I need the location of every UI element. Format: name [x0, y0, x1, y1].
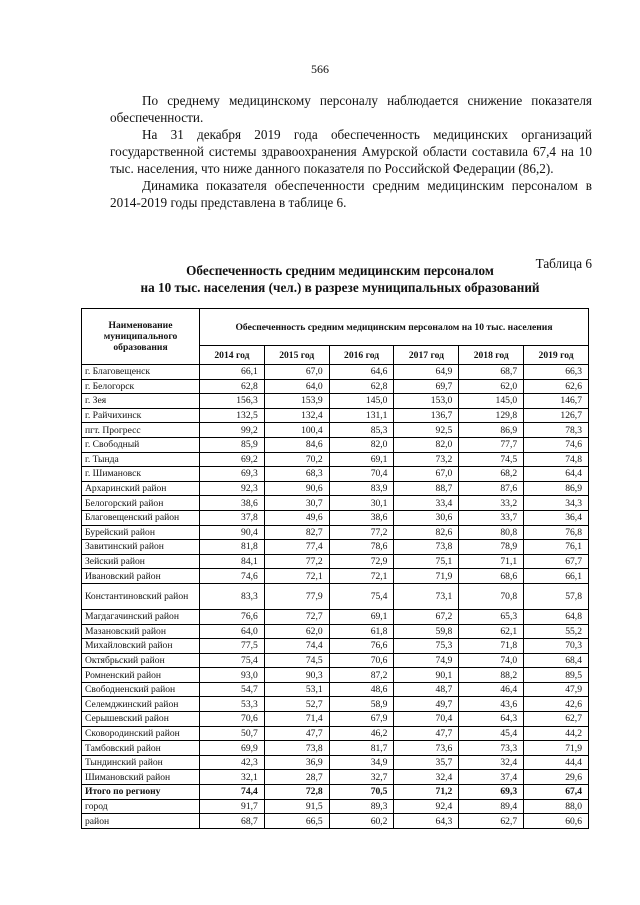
provision-value: 136,7	[394, 408, 459, 423]
provision-value: 76,1	[524, 540, 589, 555]
provision-value: 90,6	[264, 481, 329, 496]
provision-value: 49,6	[264, 510, 329, 525]
year-header: 2018 год	[459, 346, 524, 365]
provision-value: 81,8	[200, 540, 265, 555]
year-header: 2016 год	[329, 346, 394, 365]
provision-value: 69,1	[329, 452, 394, 467]
provision-value: 145,0	[329, 394, 394, 409]
provision-value: 75,1	[394, 554, 459, 569]
provision-value: 82,7	[264, 525, 329, 540]
provision-value: 71,1	[459, 554, 524, 569]
provision-value: 47,7	[394, 726, 459, 741]
provision-value: 67,9	[329, 712, 394, 727]
provision-value: 62,6	[524, 379, 589, 394]
provision-value: 83,9	[329, 481, 394, 496]
provision-value: 67,0	[264, 365, 329, 380]
provision-value: 77,7	[459, 437, 524, 452]
provision-value: 62,8	[200, 379, 265, 394]
municipality-name: Ивановский район	[82, 569, 200, 584]
provision-group-header: Обеспеченность средним медицинским персоналом на 10 тыс. населения	[200, 309, 589, 346]
page-number: 566	[311, 62, 329, 76]
provision-value: 145,0	[459, 394, 524, 409]
provision-value: 132,5	[200, 408, 265, 423]
municipality-name: г. Белогорск	[82, 379, 200, 394]
provision-value: 86,9	[459, 423, 524, 438]
municipality-name: Серышевский район	[82, 712, 200, 727]
provision-value: 50,7	[200, 726, 265, 741]
table-title	[90, 262, 590, 296]
table-row	[82, 653, 589, 668]
provision-value: 32,7	[329, 770, 394, 785]
provision-value: 68,7	[200, 814, 265, 829]
provision-value: 44,2	[524, 726, 589, 741]
table-row	[82, 394, 589, 409]
table-row	[82, 496, 589, 511]
provision-value: 93,0	[200, 668, 265, 683]
provision-value: 64,0	[264, 379, 329, 394]
provision-value: 71,9	[394, 569, 459, 584]
provision-value: 68,7	[459, 365, 524, 380]
paragraph: Динамика показателя обеспеченности средним медицинским персоналом в 2014-2019 годы представлена в таблице 6.	[110, 178, 592, 210]
municipality-name: Ромненский район	[82, 668, 200, 683]
provision-value: 32,1	[200, 770, 265, 785]
provision-value: 153,0	[394, 394, 459, 409]
municipality-name: Архаринский район	[82, 481, 200, 496]
provision-value: 29,6	[524, 770, 589, 785]
provision-value: 67,4	[524, 785, 589, 800]
provision-value: 30,6	[394, 510, 459, 525]
table-row	[82, 452, 589, 467]
provision-value: 32,4	[459, 755, 524, 770]
provision-value: 89,3	[329, 799, 394, 814]
provision-value: 70,6	[329, 653, 394, 668]
table-row	[82, 510, 589, 525]
provision-value: 69,3	[459, 785, 524, 800]
municipality-header: Наименование муниципального образования	[82, 309, 200, 365]
provision-value: 92,4	[394, 799, 459, 814]
provision-value: 90,1	[394, 668, 459, 683]
provision-value: 66,3	[524, 365, 589, 380]
provision-value: 71,8	[459, 639, 524, 654]
provision-value: 92,3	[200, 481, 265, 496]
municipality-name: Зейский район	[82, 554, 200, 569]
provision-value: 87,2	[329, 668, 394, 683]
provision-value: 34,3	[524, 496, 589, 511]
provision-value: 68,2	[459, 467, 524, 482]
provision-value: 87,6	[459, 481, 524, 496]
table-row	[82, 639, 589, 654]
table-row	[82, 814, 589, 829]
provision-value: 69,1	[329, 609, 394, 624]
provision-value: 66,1	[524, 569, 589, 584]
provision-value: 132,4	[264, 408, 329, 423]
provision-value: 129,8	[459, 408, 524, 423]
provision-value: 90,4	[200, 525, 265, 540]
provision-value: 32,4	[394, 770, 459, 785]
provision-value: 28,7	[264, 770, 329, 785]
provision-value: 70,4	[394, 712, 459, 727]
paragraph: На 31 декабря 2019 года обеспеченность медицинских организаций государственной системы здравоохранения Амурской области составила 67,4 на 10 тыс. населения, что ниже данного показателя по Российской Федерации (86,2).	[110, 127, 592, 176]
year-header: 2017 год	[394, 346, 459, 365]
provision-value: 71,2	[394, 785, 459, 800]
provision-value: 72,9	[329, 554, 394, 569]
municipality-name: Благовещенский район	[82, 510, 200, 525]
provision-value: 73,8	[264, 741, 329, 756]
table-body	[82, 365, 589, 829]
provision-value: 73,3	[459, 741, 524, 756]
provision-value: 47,9	[524, 682, 589, 697]
provision-value: 57,8	[524, 583, 589, 609]
body-text	[110, 92, 592, 211]
municipality-name: Свободненский район	[82, 682, 200, 697]
municipality-name: г. Свободный	[82, 437, 200, 452]
municipality-name: Шимановский район	[82, 770, 200, 785]
table-title-line-1: Обеспеченность средним медицинским персоналом	[186, 263, 494, 278]
provision-value: 71,9	[524, 741, 589, 756]
provision-value: 62,0	[459, 379, 524, 394]
table-row	[82, 467, 589, 482]
provision-value: 78,3	[524, 423, 589, 438]
provision-value: 74,4	[200, 785, 265, 800]
table-row	[82, 785, 589, 800]
municipality-name: г. Благовещенск	[82, 365, 200, 380]
provision-value: 72,8	[264, 785, 329, 800]
provision-value: 91,5	[264, 799, 329, 814]
provision-value: 70,4	[329, 467, 394, 482]
provision-value: 53,1	[264, 682, 329, 697]
provision-value: 67,0	[394, 467, 459, 482]
table-row	[82, 569, 589, 584]
provision-value: 42,3	[200, 755, 265, 770]
municipality-name: Белогорский район	[82, 496, 200, 511]
provision-value: 44,4	[524, 755, 589, 770]
provision-value: 30,7	[264, 496, 329, 511]
provision-value: 88,0	[524, 799, 589, 814]
table-row	[82, 609, 589, 624]
municipality-name: Михайловский район	[82, 639, 200, 654]
provision-value: 74,6	[524, 437, 589, 452]
provision-value: 81,7	[329, 741, 394, 756]
provision-value: 64,0	[200, 624, 265, 639]
table-row	[82, 540, 589, 555]
table-row	[82, 583, 589, 609]
provision-value: 55,2	[524, 624, 589, 639]
provision-value: 72,1	[264, 569, 329, 584]
municipality-name: пгт. Прогресс	[82, 423, 200, 438]
provision-value: 52,7	[264, 697, 329, 712]
provision-value: 85,3	[329, 423, 394, 438]
table-row	[82, 697, 589, 712]
provision-value: 45,4	[459, 726, 524, 741]
provision-value: 38,6	[200, 496, 265, 511]
provision-value: 77,9	[264, 583, 329, 609]
provision-value: 60,2	[329, 814, 394, 829]
table-row	[82, 408, 589, 423]
municipality-name: Октябрьский район	[82, 653, 200, 668]
provision-value: 35,7	[394, 755, 459, 770]
municipality-name: г. Тында	[82, 452, 200, 467]
provision-value: 82,6	[394, 525, 459, 540]
provision-value: 33,7	[459, 510, 524, 525]
provision-value: 61,8	[329, 624, 394, 639]
provision-value: 74,4	[264, 639, 329, 654]
year-header: 2019 год	[524, 346, 589, 365]
provision-value: 83,3	[200, 583, 265, 609]
provision-value: 69,3	[200, 467, 265, 482]
provision-value: 70,2	[264, 452, 329, 467]
provision-value: 68,4	[524, 653, 589, 668]
year-header: 2015 год	[264, 346, 329, 365]
provision-value: 75,4	[200, 653, 265, 668]
provision-value: 36,4	[524, 510, 589, 525]
provision-value: 74,9	[394, 653, 459, 668]
provision-value: 74,6	[200, 569, 265, 584]
provision-value: 89,4	[459, 799, 524, 814]
provision-value: 34,9	[329, 755, 394, 770]
provision-value: 88,2	[459, 668, 524, 683]
provision-value: 70,6	[200, 712, 265, 727]
provision-value: 100,4	[264, 423, 329, 438]
table-row	[82, 437, 589, 452]
provision-value: 66,1	[200, 365, 265, 380]
municipality-name: Бурейский район	[82, 525, 200, 540]
provision-value: 91,7	[200, 799, 265, 814]
provision-value: 64,4	[524, 467, 589, 482]
provision-value: 146,7	[524, 394, 589, 409]
provision-value: 36,9	[264, 755, 329, 770]
municipality-name: Тындинский район	[82, 755, 200, 770]
provision-value: 72,7	[264, 609, 329, 624]
provision-value: 64,9	[394, 365, 459, 380]
provision-value: 74,0	[459, 653, 524, 668]
provision-value: 99,2	[200, 423, 265, 438]
provision-value: 70,3	[524, 639, 589, 654]
provision-value: 73,2	[394, 452, 459, 467]
table-row	[82, 668, 589, 683]
table-row	[82, 712, 589, 727]
provision-value: 66,5	[264, 814, 329, 829]
provision-value: 78,6	[329, 540, 394, 555]
municipality-name: Магдагачинский район	[82, 609, 200, 624]
provision-value: 58,9	[329, 697, 394, 712]
provision-value: 62,0	[264, 624, 329, 639]
table-row	[82, 554, 589, 569]
table-row	[82, 726, 589, 741]
provision-value: 76,8	[524, 525, 589, 540]
provision-value: 77,2	[264, 554, 329, 569]
municipality-name: Сковородинский район	[82, 726, 200, 741]
table-row	[82, 481, 589, 496]
provision-value: 75,4	[329, 583, 394, 609]
municipality-name: Тамбовский район	[82, 741, 200, 756]
provision-value: 54,7	[200, 682, 265, 697]
provision-value: 73,8	[394, 540, 459, 555]
provision-value: 82,0	[394, 437, 459, 452]
provision-value: 68,6	[459, 569, 524, 584]
provision-value: 70,8	[459, 583, 524, 609]
provision-value: 67,7	[524, 554, 589, 569]
table-row	[82, 423, 589, 438]
provision-value: 90,3	[264, 668, 329, 683]
provision-value: 65,3	[459, 609, 524, 624]
table-row	[82, 682, 589, 697]
year-header: 2014 год	[200, 346, 265, 365]
provision-value: 64,3	[459, 712, 524, 727]
provision-value: 74,8	[524, 452, 589, 467]
provision-value: 74,5	[459, 452, 524, 467]
provision-value: 46,2	[329, 726, 394, 741]
provision-value: 53,3	[200, 697, 265, 712]
provision-value: 42,6	[524, 697, 589, 712]
provision-value: 62,7	[524, 712, 589, 727]
provision-value: 68,3	[264, 467, 329, 482]
provision-value: 84,1	[200, 554, 265, 569]
provision-value: 62,7	[459, 814, 524, 829]
provision-value: 131,1	[329, 408, 394, 423]
provision-value: 49,7	[394, 697, 459, 712]
provision-value: 126,7	[524, 408, 589, 423]
provision-value: 80,8	[459, 525, 524, 540]
provision-value: 89,5	[524, 668, 589, 683]
provision-value: 73,1	[394, 583, 459, 609]
table-row	[82, 755, 589, 770]
provision-value: 77,4	[264, 540, 329, 555]
provision-value: 62,1	[459, 624, 524, 639]
table-row	[82, 799, 589, 814]
table-title-line-2: на 10 тыс. населения (чел.) в разрезе муниципальных образований	[140, 280, 540, 295]
provision-value: 67,2	[394, 609, 459, 624]
table-label: Таблица 6	[535, 256, 592, 271]
provision-value: 86,9	[524, 481, 589, 496]
municipality-name: Константиновский район	[82, 583, 200, 609]
provision-value: 47,7	[264, 726, 329, 741]
municipality-name: г. Зея	[82, 394, 200, 409]
provision-value: 59,8	[394, 624, 459, 639]
provision-value: 70,5	[329, 785, 394, 800]
provision-value: 60,6	[524, 814, 589, 829]
provision-value: 88,7	[394, 481, 459, 496]
provision-value: 76,6	[329, 639, 394, 654]
municipality-name: Селемджинский район	[82, 697, 200, 712]
municipality-name: Итого по региону	[82, 785, 200, 800]
provision-value: 69,9	[200, 741, 265, 756]
provision-value: 153,9	[264, 394, 329, 409]
provision-value: 62,8	[329, 379, 394, 394]
provision-value: 82,0	[329, 437, 394, 452]
provision-value: 74,5	[264, 653, 329, 668]
provision-value: 64,6	[329, 365, 394, 380]
provision-value: 37,8	[200, 510, 265, 525]
provision-value: 37,4	[459, 770, 524, 785]
table-row	[82, 741, 589, 756]
provision-value: 33,2	[459, 496, 524, 511]
provision-value: 46,4	[459, 682, 524, 697]
municipality-name: Завитинский район	[82, 540, 200, 555]
provision-value: 76,6	[200, 609, 265, 624]
provision-value: 30,1	[329, 496, 394, 511]
provision-value: 38,6	[329, 510, 394, 525]
municipality-name: город	[82, 799, 200, 814]
provision-value: 92,5	[394, 423, 459, 438]
table-row	[82, 379, 589, 394]
table-row	[82, 624, 589, 639]
provision-table	[81, 308, 589, 829]
provision-value: 78,9	[459, 540, 524, 555]
provision-value: 75,3	[394, 639, 459, 654]
provision-value: 84,6	[264, 437, 329, 452]
municipality-name: г. Райчихинск	[82, 408, 200, 423]
provision-value: 69,7	[394, 379, 459, 394]
provision-value: 71,4	[264, 712, 329, 727]
provision-value: 73,6	[394, 741, 459, 756]
provision-value: 43,6	[459, 697, 524, 712]
provision-value: 77,5	[200, 639, 265, 654]
municipality-name: Мазановский район	[82, 624, 200, 639]
provision-value: 72,1	[329, 569, 394, 584]
provision-value: 64,8	[524, 609, 589, 624]
provision-value: 48,6	[329, 682, 394, 697]
table-row	[82, 525, 589, 540]
provision-value: 33,4	[394, 496, 459, 511]
provision-value: 48,7	[394, 682, 459, 697]
provision-value: 85,9	[200, 437, 265, 452]
paragraph: По среднему медицинскому персоналу наблюдается снижение показателя обеспеченности.	[110, 93, 592, 125]
municipality-name: г. Шимановск	[82, 467, 200, 482]
provision-value: 77,2	[329, 525, 394, 540]
provision-value: 64,3	[394, 814, 459, 829]
provision-value: 156,3	[200, 394, 265, 409]
provision-value: 69,2	[200, 452, 265, 467]
municipality-name: район	[82, 814, 200, 829]
table-row	[82, 770, 589, 785]
table-row	[82, 365, 589, 380]
